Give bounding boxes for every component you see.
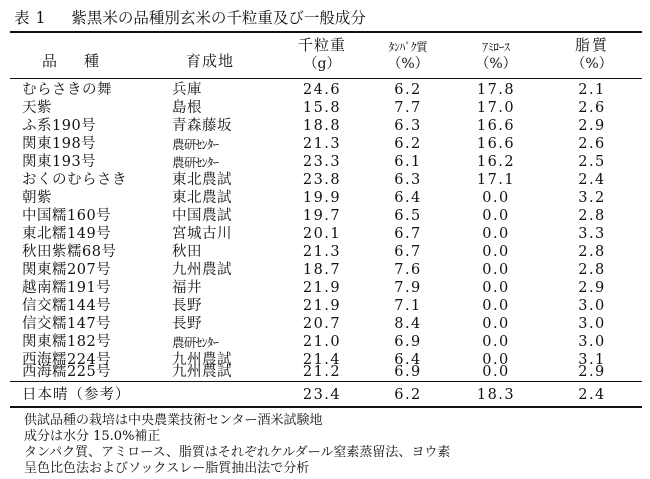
row-origin: 九州農試 <box>172 262 232 278</box>
row-name: 信交糯147号 <box>22 316 112 332</box>
row-protein: 6.5 <box>394 208 422 224</box>
row-amylose: 17.0 <box>476 100 516 116</box>
header-weight: 千粒重 <box>297 36 346 54</box>
row-amylose: 0.0 <box>482 352 510 368</box>
reference-fat: 2.4 <box>578 387 606 403</box>
row-origin: 宮城古川 <box>172 226 232 242</box>
row-weight: 21.9 <box>302 280 342 296</box>
row-weight: 15.8 <box>302 100 342 116</box>
row-protein: 7.9 <box>394 280 422 296</box>
row-name: 西海糯225号 <box>22 364 112 380</box>
row-weight: 23.8 <box>302 172 342 188</box>
row-origin: 福井 <box>172 280 202 296</box>
header-fat-unit: （%） <box>571 56 613 72</box>
reference-protein: 6.2 <box>394 387 422 403</box>
footnote-4: 呈色比色法およびソックスレー脂質抽出法で分析 <box>24 461 310 476</box>
header-fat: 脂質 <box>574 36 609 54</box>
row-fat: 2.4 <box>578 172 606 188</box>
reference-weight: 23.4 <box>302 387 342 403</box>
row-origin: 農研ｾﾝﾀｰ <box>172 335 219 350</box>
footnote-1: 供試品種の栽培は中央農業技術センター酒米試験地 <box>24 413 323 428</box>
row-protein: 6.9 <box>394 334 422 350</box>
row-weight: 24.6 <box>302 82 342 98</box>
header-amylose: ｱﾐﾛｰｽ <box>482 40 510 54</box>
footnote-3: タンパク質、アミロース、脂質はそれぞれケルダール窒素蒸留法、ヨウ素 <box>24 445 451 460</box>
row-amylose: 0.0 <box>482 244 510 260</box>
row-name: おくのむらさき <box>22 172 127 188</box>
row-fat: 3.0 <box>578 334 606 350</box>
row-fat: 2.9 <box>578 118 606 134</box>
row-weight: 23.3 <box>302 154 342 170</box>
row-protein: 6.2 <box>394 82 422 98</box>
row-weight: 21.3 <box>302 244 342 260</box>
row-amylose: 0.0 <box>482 262 510 278</box>
row-fat: 2.9 <box>578 280 606 296</box>
reference-rule <box>10 381 642 382</box>
row-fat: 2.1 <box>578 82 606 98</box>
row-weight: 21.9 <box>302 298 342 314</box>
row-amylose: 0.0 <box>482 226 510 242</box>
row-amylose: 17.8 <box>476 82 516 98</box>
row-fat: 2.6 <box>578 100 606 116</box>
row-weight: 18.8 <box>302 118 342 134</box>
table-label: 表 <box>14 9 30 27</box>
row-name: 天紫 <box>22 100 52 116</box>
row-protein: 8.4 <box>394 316 422 332</box>
top-rule <box>10 31 642 33</box>
row-weight: 21.2 <box>302 364 342 380</box>
row-fat: 2.6 <box>578 136 606 152</box>
row-origin: 農研ｾﾝﾀｰ <box>172 155 219 170</box>
row-protein: 6.7 <box>394 226 422 242</box>
header-origin: 育成地 <box>186 52 235 70</box>
row-amylose: 0.0 <box>482 190 510 206</box>
row-name: 信交糯144号 <box>22 298 112 314</box>
row-origin: 長野 <box>172 316 202 332</box>
row-origin: 東北農試 <box>172 190 232 206</box>
header-weight-unit: （g） <box>303 56 341 72</box>
row-name: 西海糯224号 <box>22 352 112 368</box>
row-name: 関東糯207号 <box>22 262 112 278</box>
row-protein: 6.1 <box>394 154 422 170</box>
row-protein: 6.4 <box>394 190 422 206</box>
row-amylose: 0.0 <box>482 208 510 224</box>
row-protein: 6.3 <box>394 118 422 134</box>
row-weight: 19.9 <box>302 190 342 206</box>
row-amylose: 16.6 <box>476 118 516 134</box>
row-amylose: 0.0 <box>482 280 510 296</box>
row-weight: 21.0 <box>302 334 342 350</box>
row-name: 東北糯149号 <box>22 226 112 242</box>
row-fat: 3.0 <box>578 316 606 332</box>
row-origin: 青森藤坂 <box>172 118 232 134</box>
row-origin: 秋田 <box>172 244 202 260</box>
row-amylose: 0.0 <box>482 316 510 332</box>
row-fat: 3.1 <box>578 352 606 368</box>
row-name: 越南糯191号 <box>22 280 112 296</box>
row-origin: 東北農試 <box>172 172 232 188</box>
row-weight: 21.4 <box>302 352 342 368</box>
row-fat: 2.9 <box>578 364 606 380</box>
row-name: 関東193号 <box>22 154 97 170</box>
table-title <box>14 6 366 28</box>
row-name: 関東198号 <box>22 136 97 152</box>
row-origin: 中国農試 <box>172 208 232 224</box>
row-name: むらさきの舞 <box>22 82 112 98</box>
row-protein: 6.3 <box>394 172 422 188</box>
row-protein: 6.4 <box>394 352 422 368</box>
row-origin: 九州農試 <box>172 352 232 368</box>
table-caption: 紫黒米の品種別玄米の千粒重及び一般成分 <box>71 9 366 27</box>
header-variety: 品 種 <box>42 52 106 70</box>
row-fat: 3.0 <box>578 298 606 314</box>
row-name: 中国糯160号 <box>22 208 112 224</box>
row-fat: 2.8 <box>578 262 606 278</box>
row-weight: 20.7 <box>302 316 342 332</box>
row-fat: 3.3 <box>578 226 606 242</box>
row-weight: 18.7 <box>302 262 342 278</box>
row-fat: 3.2 <box>578 190 606 206</box>
header-protein: ﾀﾝﾊﾟｸ質 <box>388 40 428 54</box>
row-origin: 農研ｾﾝﾀｰ <box>172 137 219 152</box>
row-origin: 九州農試 <box>172 364 232 380</box>
footnote-2: 成分は水分 15.0%補正 <box>24 429 161 444</box>
row-protein: 7.7 <box>394 100 422 116</box>
row-origin: 長野 <box>172 298 202 314</box>
row-protein: 7.6 <box>394 262 422 278</box>
row-amylose: 0.0 <box>482 364 510 380</box>
bottom-rule <box>10 406 642 408</box>
row-weight: 21.3 <box>302 136 342 152</box>
row-name: 関東糯182号 <box>22 334 112 350</box>
row-fat: 2.5 <box>578 154 606 170</box>
row-fat: 2.8 <box>578 208 606 224</box>
row-origin: 兵庫 <box>172 82 202 98</box>
header-protein-unit: （%） <box>387 56 429 72</box>
reference-name: 日本晴（参考） <box>22 387 131 403</box>
row-amylose: 0.0 <box>482 298 510 314</box>
row-amylose: 16.2 <box>476 154 516 170</box>
row-weight: 20.1 <box>302 226 342 242</box>
row-fat: 2.8 <box>578 244 606 260</box>
row-protein: 6.7 <box>394 244 422 260</box>
table-number: 1 <box>35 9 46 27</box>
row-protein: 7.1 <box>394 298 422 314</box>
header-amylose-unit: （%） <box>475 56 517 72</box>
row-amylose: 16.6 <box>476 136 516 152</box>
row-protein: 6.9 <box>394 364 422 380</box>
reference-amylose: 18.3 <box>476 387 516 403</box>
row-name: ふ系190号 <box>22 118 97 134</box>
row-protein: 6.2 <box>394 136 422 152</box>
row-origin: 島根 <box>172 100 202 116</box>
row-name: 秋田紫糯68号 <box>22 244 117 260</box>
row-weight: 19.7 <box>302 208 342 224</box>
header-rule <box>10 78 642 79</box>
row-amylose: 0.0 <box>482 334 510 350</box>
row-name: 朝紫 <box>22 190 52 206</box>
row-amylose: 17.1 <box>476 172 516 188</box>
